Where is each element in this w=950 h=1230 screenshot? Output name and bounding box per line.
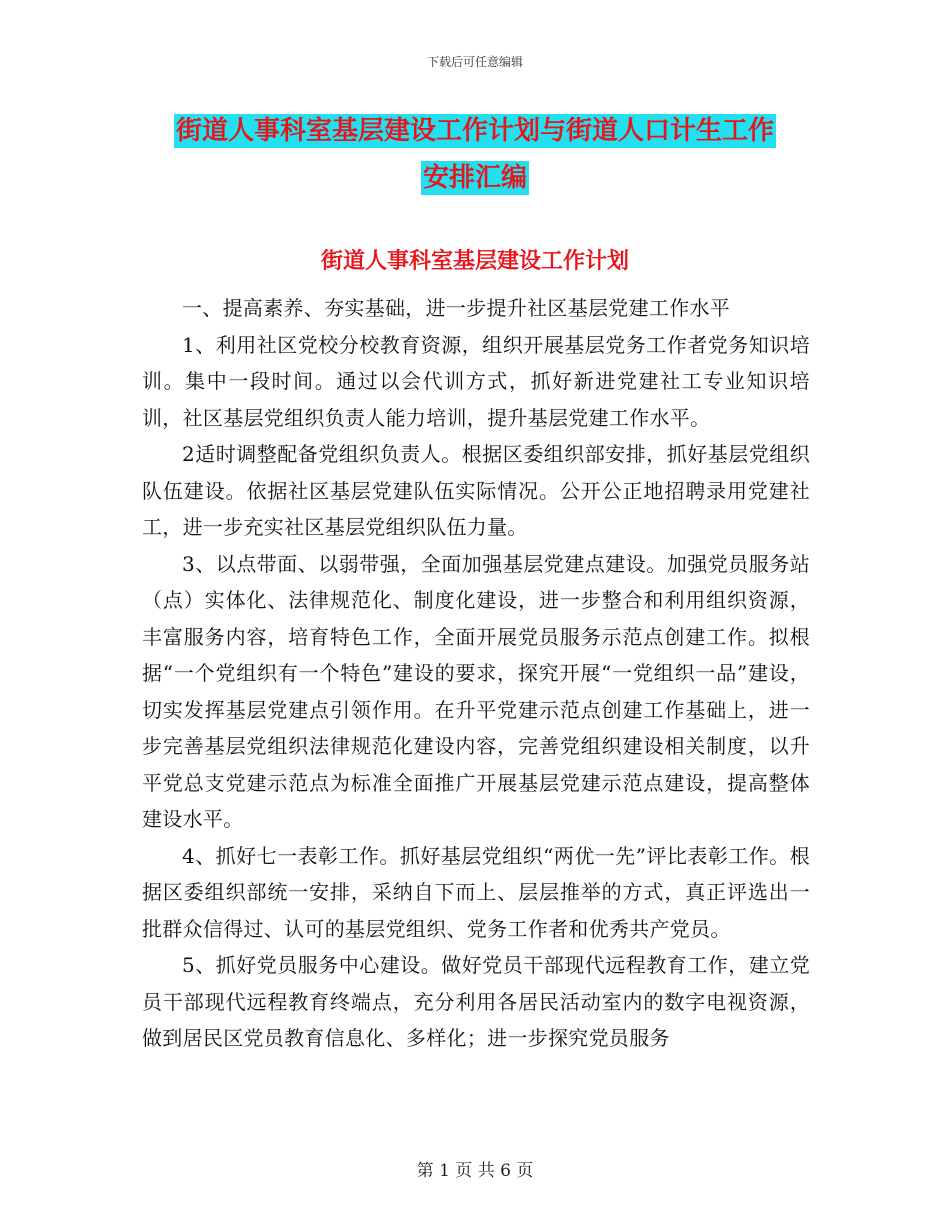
document-title bbox=[0, 108, 950, 202]
paragraph-item-5: 5、抓好党员服务中心建设。做好党员干部现代远程教育工作，建立党员干部现代远程教育终端点，充分利用各居民活动室内的数字电视资源，做到居民区党员教育信息化、多样化；进一步探究党员服务 bbox=[142, 953, 810, 1050]
document-title-line-1: 街道人事科室基层建设工作计划与街道人口计生工作 bbox=[175, 116, 774, 146]
paragraph-item-1: 1、利用社区党校分校教育资源，组织开展基层党务工作者党务知识培训。集中一段时间。通过以会代训方式，抓好新进党建社工专业知识培训，社区基层党组织负责人能力培训，提升基层党建工作水平。 bbox=[142, 332, 810, 430]
paragraph-item-4: 4、抓好七一表彰工作。抓好基层党组织“两优一先”评比表彰工作。根据区委组织部统一安排，采纳自下而上、层层推举的方式，真正评选出一批群众信得过、认可的基层党组织、党务工作者和优秀共产党员。 bbox=[142, 843, 810, 941]
document-body bbox=[142, 290, 810, 1057]
document-title-line-2: 安排汇编 bbox=[422, 163, 527, 193]
header-note: 下载后可任意编辑 bbox=[426, 55, 523, 69]
paragraph-item-3: 3、以点带面、以弱带强，全面加强基层党建点建设。加强党员服务站（点）实体化、法律规范化、制度化建设，进一步整合和利用组织资源，丰富服务内容，培育特色工作，全面开展党员服务示范点创建工作。拟根据“一个党组织有一个特色”建设的要求，探究开展“一党组织一品”建设，切实发挥基层党建点引领作用。在升平党建示范点创建工作基础上，进一步完善基层党组织法律规范化建设内容，完善党组织建设相关制度，以升平党总支党建示范点为标准全面推广开展基层党建示范点建设，提高整体建设水平。 bbox=[142, 551, 810, 831]
paragraph-item-2: 2适时调整配备党组织负责人。根据区委组织部安排，抓好基层党组织队伍建设。依据社区基层党建队伍实际情况。公开公正地招聘录用党建社工，进一步充实社区基层党组织队伍力量。 bbox=[142, 442, 810, 539]
paragraph-heading-1: 一、提高素养、夯实基础，进一步提升社区基层党建工作水平 bbox=[182, 296, 731, 320]
section-title: 街道人事科室基层建设工作计划 bbox=[320, 249, 629, 274]
page-number: 第 1 页 共 6 页 bbox=[416, 1161, 534, 1181]
